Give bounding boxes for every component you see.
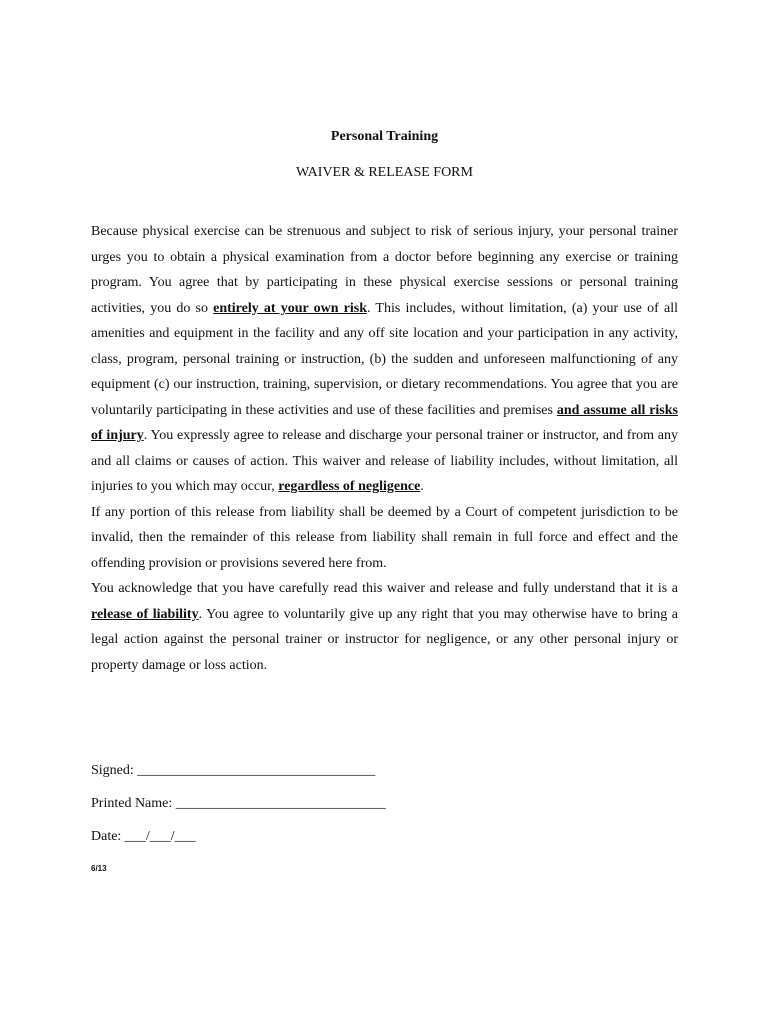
signed-line: Signed: __________________________________ (91, 763, 376, 778)
emphasis-assume-risks: and assume all risks of injury (91, 402, 678, 443)
para1-text-2: . This includes, without limitation, (a) your use of all amenities and equipment in the facility and any off site location and your participation in any activity, class, program, personal training or instruction, (b) the sudden and unforeseen malfunctioning of any equipment (c) our instruction, training, supervision, or dietary recommendations. You agree that you are voluntarily participating in these activities and use of these facilities and premises (91, 300, 678, 418)
printed-name-line: Printed Name: ______________________________ (91, 796, 386, 811)
document-title: Personal Training (330, 129, 439, 144)
waiver-paragraph-risk (91, 219, 678, 500)
emphasis-negligence: regardless of negligence (278, 479, 421, 494)
para1-text-4: . (420, 479, 424, 494)
form-revision-code: 6/13 (91, 864, 107, 873)
emphasis-own-risk: entirely at your own risk (213, 300, 368, 316)
emphasis-release-liability: release of liability (91, 606, 199, 622)
waiver-paragraph-severability: If any portion of this release from liability shall be deemed by a Court of competent jurisdiction to be invalid, then the remainder of this release from liability shall remain in full force and effect and the offending provision or provisions severed here from. (91, 504, 678, 571)
para1-text-1: Because physical exercise can be strenuous and subject to risk of serious injury, your personal trainer urges you to obtain a physical examination from a doctor before beginning any exercise or training program. You agree that by participating in these physical exercise sessions or personal training activities, you do so (91, 224, 678, 316)
para1-text-3: . You expressly agree to release and discharge your personal trainer or instructor, and from any and all claims or causes of action. This waiver and release of liability includes, without limitation, all injuries to you which may occur, (91, 428, 678, 494)
date-line: Date: ___/___/___ (91, 829, 196, 844)
waiver-document (91, 0, 678, 1024)
waiver-body (91, 219, 678, 678)
document-subtitle: WAIVER & RELEASE FORM (296, 165, 473, 180)
para3-text-2: . You agree to voluntarily give up any right that you may otherwise have to bring a legal action against the personal trainer or instructor for negligence, or any other personal injury or property damage or loss action. (91, 606, 678, 673)
waiver-paragraph-acknowledgement (91, 576, 678, 678)
para3-text-1: You acknowledge that you have carefully read this waiver and release and fully understand that it is a (91, 581, 678, 596)
